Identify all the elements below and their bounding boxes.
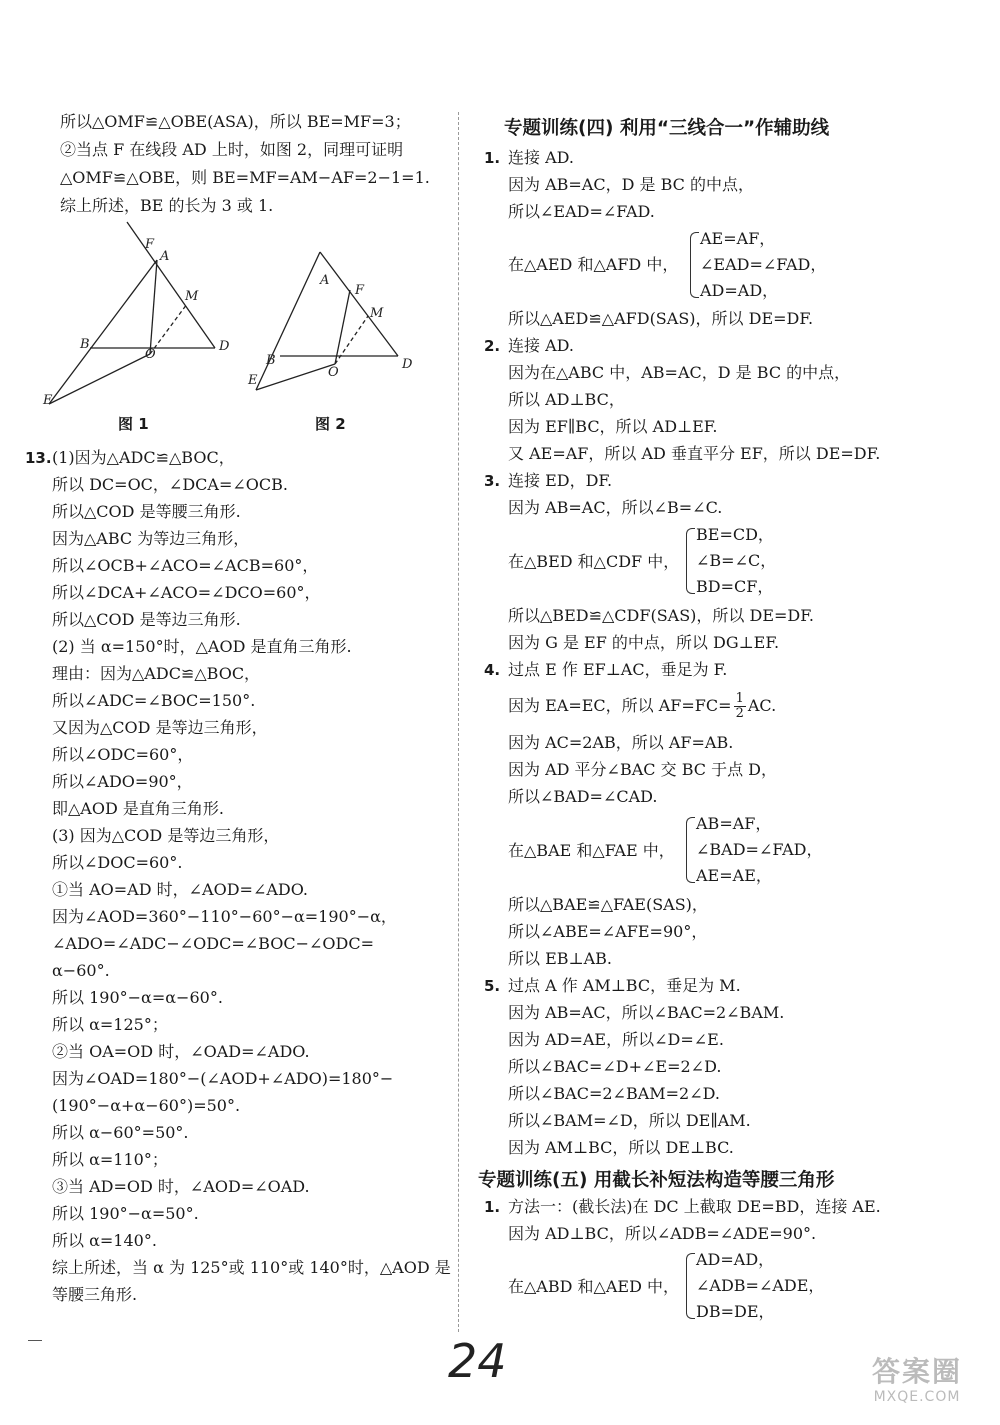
text-line: 所以∠EAD=∠FAD.	[508, 202, 655, 221]
text-line: 因为 AB=AC，D 是 BC 的中点，	[508, 175, 754, 194]
fig2-label-A: A	[320, 273, 330, 288]
equation-brace	[686, 817, 695, 883]
text-line: 因为 AM⊥BC，所以 DE⊥BC.	[508, 1138, 734, 1157]
text-line: 因为 AD 平分∠BAC 交 BC 于点 D，	[508, 760, 777, 779]
fig1-label-D: D	[219, 339, 230, 354]
text-line: 因为 AD=AE，所以∠D=∠E.	[508, 1030, 724, 1049]
fig1-label-O: O	[145, 347, 156, 362]
equation-line: BE=CD，	[696, 525, 774, 544]
fig1-label-E: E	[43, 393, 53, 408]
text-line: 因为 AD⊥BC，所以∠ADB=∠ADE=90°.	[508, 1224, 817, 1243]
text-line: ③当 AD=OD 时，∠AOD=∠OAD.	[52, 1177, 310, 1196]
text-line: 所以∠ODC=60°，	[52, 745, 194, 764]
text-line: 所以∠ABE=∠AFE=90°，	[508, 922, 708, 941]
text-line: 所以∠DCA+∠ACO=∠DCO=60°，	[52, 583, 321, 602]
text-line: 所以∠OCB+∠ACO=∠ACB=60°，	[52, 556, 319, 575]
text-line: (190°−α+α−60°)=50°.	[52, 1096, 241, 1115]
fig2-label-F: F	[355, 283, 365, 298]
text-line: 又 AE=AF，所以 AD 垂直平分 EF，所以 DE=DF.	[508, 444, 881, 463]
equation-line: AE=AE，	[696, 866, 772, 885]
text-line: 所以△OMF≌△OBE(ASA)，所以 BE=MF=3；	[60, 112, 411, 131]
text-line: (3) 因为△COD 是等边三角形，	[52, 826, 280, 845]
text-line: 在△ABD 和△AED 中，	[508, 1277, 679, 1296]
text-line: 连接 ED，DF.	[508, 471, 613, 490]
text-line: 所以△AED≌△AFD(SAS)，所以 DE=DF.	[508, 309, 814, 328]
fig1-label-F: F	[145, 237, 155, 252]
right-q4-number: 4.	[484, 661, 501, 679]
text-line: 在△BAE 和△FAE 中，	[508, 841, 675, 860]
watermark-url: MXQE.COM	[873, 1389, 961, 1405]
equation-brace	[690, 232, 699, 298]
text-line: 所以 AD⊥BC，	[508, 390, 625, 409]
text-line: ∠ADO=∠ADC−∠ODC=∠BOC−∠ODC=	[52, 934, 374, 953]
text-line: 因为 EF∥BC，所以 AD⊥EF.	[508, 417, 718, 436]
fig2-label-B: B	[266, 353, 276, 368]
watermark-text: 答案圈	[871, 1355, 962, 1388]
equation-line: AD=AD，	[700, 281, 779, 300]
text-line: 综上所述，BE 的长为 3 或 1.	[60, 196, 274, 215]
section-4-title: 专题训练(四) 利用“三线合一”作辅助线	[504, 118, 830, 139]
right-q3-number: 3.	[484, 472, 501, 490]
text-line: 所以△BED≌△CDF(SAS)，所以 DE=DF.	[508, 606, 814, 625]
text-line: 所以 α=140°.	[52, 1231, 157, 1250]
equation-line: ∠B=∠C，	[696, 551, 777, 570]
fraction-denominator: 2	[735, 706, 744, 721]
figure-2-diagram	[240, 244, 420, 394]
text-line: 过点 A 作 AM⊥BC，垂足为 M.	[508, 976, 741, 995]
fig2-label-O: O	[328, 365, 339, 380]
text-line: 过点 E 作 EF⊥AC，垂足为 F.	[508, 660, 728, 679]
text-line: (1)因为△ADC≌△BOC，	[52, 448, 235, 467]
text-line: 理由：因为△ADC≌△BOC，	[52, 664, 261, 683]
text-line: ②当 OA=OD 时，∠OAD=∠ADO.	[52, 1042, 310, 1061]
equation-line: ∠EAD=∠FAD，	[700, 255, 827, 274]
text-line: 又因为△COD 是等边三角形，	[52, 718, 268, 737]
text-line: 因为 AB=AC，所以∠B=∠C.	[508, 498, 723, 517]
text-line: AC.	[747, 696, 777, 715]
text-line: 所以 DC=OC，∠DCA=∠OCB.	[52, 475, 288, 494]
equation-line: AB=AF，	[696, 814, 772, 833]
fig2-label-E: E	[248, 373, 258, 388]
text-line: α−60°.	[52, 961, 110, 980]
text-line: 连接 AD.	[508, 336, 574, 355]
text-line: 因为∠OAD=180°−(∠AOD+∠ADO)=180°−	[52, 1069, 394, 1088]
text-line: 所以 α=110°；	[52, 1150, 168, 1169]
text-line: (2) 当 α=150°时，△AOD 是直角三角形.	[52, 637, 352, 656]
text-line: 因为 AB=AC，所以∠BAC=2∠BAM.	[508, 1003, 785, 1022]
fraction-line	[508, 692, 776, 721]
text-line: 所以△BAE≌△FAE(SAS)，	[508, 895, 708, 914]
fig1-label-A: A	[160, 249, 170, 264]
text-line: 所以 α−60°=50°.	[52, 1123, 189, 1142]
text-line: 所以 190°−α=50°.	[52, 1204, 199, 1223]
text-line: 即△AOD 是直角三角形.	[52, 799, 224, 818]
question-13-number: 13.	[25, 449, 52, 467]
text-line: 所以△COD 是等边三角形.	[52, 610, 241, 629]
text-line: 所以∠ADC=∠BOC=150°.	[52, 691, 256, 710]
equation-brace	[686, 1253, 695, 1319]
text-line: 因为∠AOD=360°−110°−60°−α=190°−α，	[52, 907, 397, 926]
equation-line: ∠BAD=∠FAD，	[696, 840, 823, 859]
text-line: 因为 EA=EC，所以 AF=FC=	[508, 696, 732, 715]
text-line: 所以 190°−α=α−60°.	[52, 988, 223, 1007]
text-line: 所以∠BAC=2∠BAM=2∠D.	[508, 1084, 720, 1103]
text-line: 连接 AD.	[508, 148, 574, 167]
text-line: 因为 G 是 EF 的中点，所以 DG⊥EF.	[508, 633, 780, 652]
figure-1-diagram	[35, 218, 245, 408]
text-line: 综上所述，当 α 为 125°或 110°或 140°时，△AOD 是	[52, 1258, 451, 1277]
text-line: △OMF≌△OBE，则 BE=MF=AM−AF=2−1=1.	[60, 168, 430, 187]
figure-1-caption: 图 1	[118, 415, 149, 433]
text-line: 等腰三角形.	[52, 1285, 138, 1304]
section-5-title: 专题训练(五) 用截长补短法构造等腰三角形	[478, 1170, 835, 1191]
text-line: 所以 α=125°；	[52, 1015, 168, 1034]
text-line: ②当点 F 在线段 AD 上时，如图 2，同理可证明	[60, 140, 404, 159]
text-line: 在△AED 和△AFD 中，	[508, 255, 679, 274]
text-line: 所以△COD 是等腰三角形.	[52, 502, 241, 521]
equation-line: DB=DE，	[696, 1302, 775, 1321]
text-line: 所以∠DOC=60°.	[52, 853, 183, 872]
fig2-label-M: M	[370, 306, 384, 321]
text-line: 所以∠ADO=90°，	[52, 772, 193, 791]
right-q1-number: 1.	[484, 149, 501, 167]
equation-brace	[686, 528, 695, 594]
right-q2-number: 2.	[484, 337, 501, 355]
text-line: 在△BED 和△CDF 中，	[508, 552, 680, 571]
column-divider	[458, 112, 459, 1332]
text-line: 方法一：(截长法)在 DC 上截取 DE=BD，连接 AE.	[508, 1197, 881, 1216]
equation-line: AE=AF，	[700, 229, 776, 248]
text-line: ①当 AO=AD 时，∠AOD=∠ADO.	[52, 880, 309, 899]
fig2-label-D: D	[402, 357, 413, 372]
text-line: 因为在△ABC 中，AB=AC，D 是 BC 的中点，	[508, 363, 851, 382]
fraction	[734, 692, 746, 721]
equation-line: BD=CF，	[696, 577, 774, 596]
equation-line: ∠ADB=∠ADE，	[696, 1276, 825, 1295]
text-line: 因为△ABC 为等边三角形，	[52, 529, 250, 548]
text-line: 因为 AC=2AB，所以 AF=AB.	[508, 733, 734, 752]
text-line: 所以∠BAM=∠D，所以 DE∥AM.	[508, 1111, 751, 1130]
right-q5-number: 5.	[484, 977, 501, 995]
watermark-logo	[846, 1355, 988, 1417]
page-number: 24	[448, 1334, 507, 1388]
figure-2-caption: 图 2	[315, 415, 346, 433]
fig1-label-B: B	[80, 337, 90, 352]
footer-mark	[28, 1340, 42, 1341]
text-line: 所以∠BAC=∠D+∠E=2∠D.	[508, 1057, 722, 1076]
fraction-numerator: 1	[735, 691, 744, 706]
fig1-label-M: M	[185, 289, 199, 304]
text-line: 所以 EB⊥AB.	[508, 949, 612, 968]
equation-line: AD=AD，	[696, 1250, 775, 1269]
text-line: 所以∠BAD=∠CAD.	[508, 787, 658, 806]
section5-q1-number: 1.	[484, 1198, 501, 1216]
